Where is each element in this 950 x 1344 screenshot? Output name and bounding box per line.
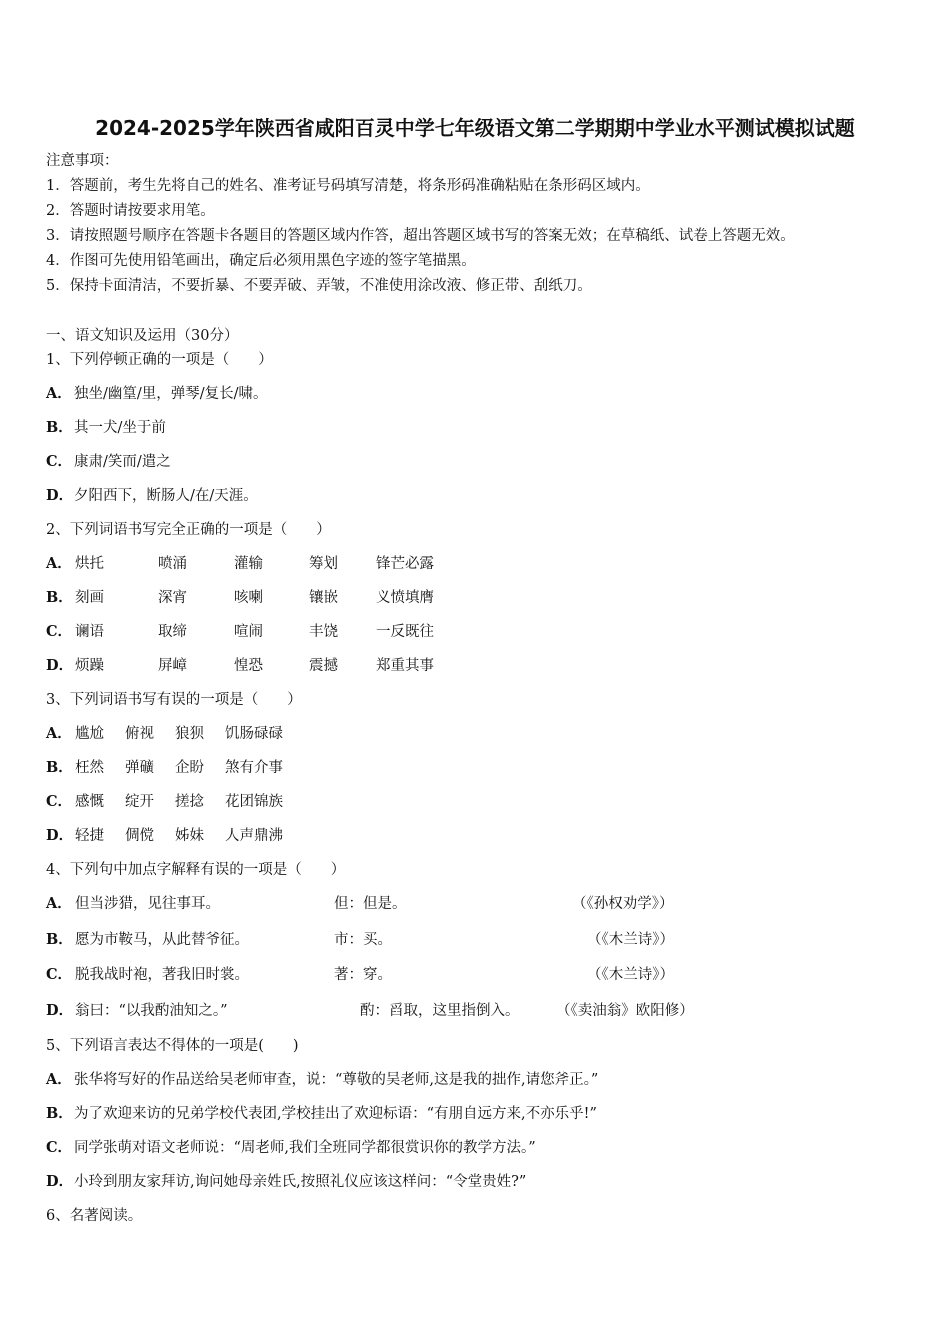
option-word: 深宵 xyxy=(158,590,187,606)
option-gloss: 著：穿。 xyxy=(334,967,392,983)
option-word: 灌输 xyxy=(234,556,263,572)
option-text: 夕阳西下，断肠人/在/天涯。 xyxy=(74,488,258,504)
option-row xyxy=(46,419,166,437)
notice-item: 3．请按照题号顺序在答题卡各题目的答题区域内作答，超出答题区域书写的答案无效；在草稿纸、试卷上答题无效。 xyxy=(46,228,795,244)
option-word: 煞有介事 xyxy=(225,760,283,776)
option-letter: D． xyxy=(46,1173,74,1190)
option-gloss: 酌：舀取，这里指倒入。 xyxy=(360,1003,520,1019)
option-letter: A． xyxy=(46,725,72,742)
option-text: 为了欢迎来访的兄弟学校代表团,学校挂出了欢迎标语：“有朋自远方来,不亦乐乎!” xyxy=(74,1106,597,1122)
option-word: 烘托 xyxy=(75,556,104,572)
question-stem: 3、下列词语书写有误的一项是（ ） xyxy=(46,692,302,708)
option-word: 喷涌 xyxy=(158,556,187,572)
option-source: （《木兰诗》） xyxy=(587,932,674,948)
option-sentence: 但当涉猎，见往事耳。 xyxy=(75,896,220,912)
option-text: 其一犬/坐于前 xyxy=(74,420,166,436)
question-stem: 1、下列停顿正确的一项是（ ） xyxy=(46,352,273,368)
option-letter: A． xyxy=(46,385,72,402)
option-row xyxy=(46,385,268,403)
option-word: 谰语 xyxy=(75,624,104,640)
option-word: 人声鼎沸 xyxy=(225,828,283,844)
option-source: （《孙权劝学》） xyxy=(572,896,674,912)
option-row xyxy=(46,1105,597,1123)
option-word: 饥肠碌碌 xyxy=(225,726,283,742)
option-letter: D． xyxy=(46,657,74,674)
option-letter: D． xyxy=(46,487,74,504)
option-word: 郑重其事 xyxy=(376,658,434,674)
notice-item: 2．答题时请按要求用笔。 xyxy=(46,203,215,219)
option-word: 震撼 xyxy=(309,658,338,674)
option-sentence: 翁曰：“以我酌油知之。” xyxy=(75,1003,228,1019)
option-letter: D． xyxy=(46,1002,74,1019)
option-letter: C． xyxy=(46,453,73,470)
option-word: 枉然 xyxy=(75,760,104,776)
option-text: 独坐/幽篁/里，弹琴/复长/啸。 xyxy=(74,386,268,402)
question-stem: 4、下列句中加点字解释有误的一项是（ ） xyxy=(46,862,346,878)
question-stem: 6、名著阅读。 xyxy=(46,1208,143,1224)
option-word: 企盼 xyxy=(175,760,204,776)
option-source: （《卖油翁》欧阳修） xyxy=(556,1003,694,1019)
option-letter: C． xyxy=(46,623,73,640)
question-stem: 2、下列词语书写完全正确的一项是（ ） xyxy=(46,522,331,538)
option-row xyxy=(46,1139,536,1157)
option-letter: B． xyxy=(46,419,73,436)
page-title: 2024-2025学年陕西省咸阳百灵中学七年级语文第二学期期中学业水平测试模拟试题 xyxy=(95,116,855,140)
option-text: 康肃/笑而/遣之 xyxy=(74,454,171,470)
option-letter: B． xyxy=(46,759,73,776)
option-source: （《木兰诗》） xyxy=(587,967,674,983)
option-row xyxy=(46,1173,526,1191)
option-letter: B． xyxy=(46,1105,73,1122)
option-word: 取缔 xyxy=(158,624,187,640)
option-letter: D． xyxy=(46,827,74,844)
option-letter: C． xyxy=(46,793,73,810)
option-letter: C． xyxy=(46,966,73,983)
option-word: 搓捻 xyxy=(175,794,204,810)
option-letter: A． xyxy=(46,1071,72,1088)
notice-item: 1．答题前，考生先将自己的姓名、准考证号码填写清楚，将条形码准确粘贴在条形码区域内。 xyxy=(46,178,650,194)
option-sentence: 脱我战时袍，著我旧时裳。 xyxy=(75,967,249,983)
notice-item: 4．作图可先使用铅笔画出，确定后必须用黑色字迹的签字笔描黑。 xyxy=(46,253,476,269)
option-word: 狼狈 xyxy=(175,726,204,742)
option-gloss: 但：但是。 xyxy=(334,896,407,912)
option-word: 尴尬 xyxy=(75,726,104,742)
question-stem: 5、下列语言表达不得体的一项是( ) xyxy=(46,1038,299,1054)
option-word: 感慨 xyxy=(75,794,104,810)
option-word: 镶嵌 xyxy=(309,590,338,606)
option-word: 倜傥 xyxy=(125,828,154,844)
section-heading: 一、语文知识及运用（30分） xyxy=(46,328,239,344)
option-word: 喧闹 xyxy=(234,624,263,640)
option-word: 俯视 xyxy=(125,726,154,742)
option-letter: B． xyxy=(46,931,73,948)
option-sentence: 愿为市鞍马，从此替爷征。 xyxy=(75,932,249,948)
option-word: 刻画 xyxy=(75,590,104,606)
option-word: 惶恐 xyxy=(234,658,263,674)
option-text: 张华将写好的作品送给吴老师审查，说：“尊敬的吴老师,这是我的拙作,请您斧正。” xyxy=(74,1072,599,1088)
option-word: 花团锦族 xyxy=(225,794,283,810)
option-word: 屏嶂 xyxy=(158,658,187,674)
option-word: 烦躁 xyxy=(75,658,104,674)
option-text: 同学张萌对语文老师说：“周老师,我们全班同学都很赏识你的教学方法。” xyxy=(74,1140,536,1156)
option-word: 锋芒必露 xyxy=(376,556,434,572)
option-word: 绽开 xyxy=(125,794,154,810)
option-row xyxy=(46,487,258,505)
option-gloss: 市：买。 xyxy=(334,932,392,948)
notice-item: 5．保持卡面清洁，不要折暴、不要弄破、弄皱，不准使用涂改液、修正带、刮纸刀。 xyxy=(46,278,592,294)
option-word: 弹礦 xyxy=(125,760,154,776)
option-letter: C． xyxy=(46,1139,73,1156)
option-word: 姊妹 xyxy=(175,828,204,844)
option-word: 义愤填膺 xyxy=(376,590,434,606)
option-word: 丰饶 xyxy=(309,624,338,640)
option-letter: A． xyxy=(46,895,72,912)
option-word: 咳喇 xyxy=(234,590,263,606)
notice-heading: 注意事项： xyxy=(46,153,119,169)
option-letter: A． xyxy=(46,555,72,572)
option-text: 小玲到朋友家拜访,询问她母亲姓氏,按照礼仪应该这样问：“令堂贵姓?” xyxy=(74,1174,527,1190)
option-letter: B． xyxy=(46,589,73,606)
option-row xyxy=(46,1071,598,1089)
option-word: 筹划 xyxy=(309,556,338,572)
option-word: 轻捷 xyxy=(75,828,104,844)
option-word: 一反既往 xyxy=(376,624,434,640)
option-row xyxy=(46,453,171,471)
